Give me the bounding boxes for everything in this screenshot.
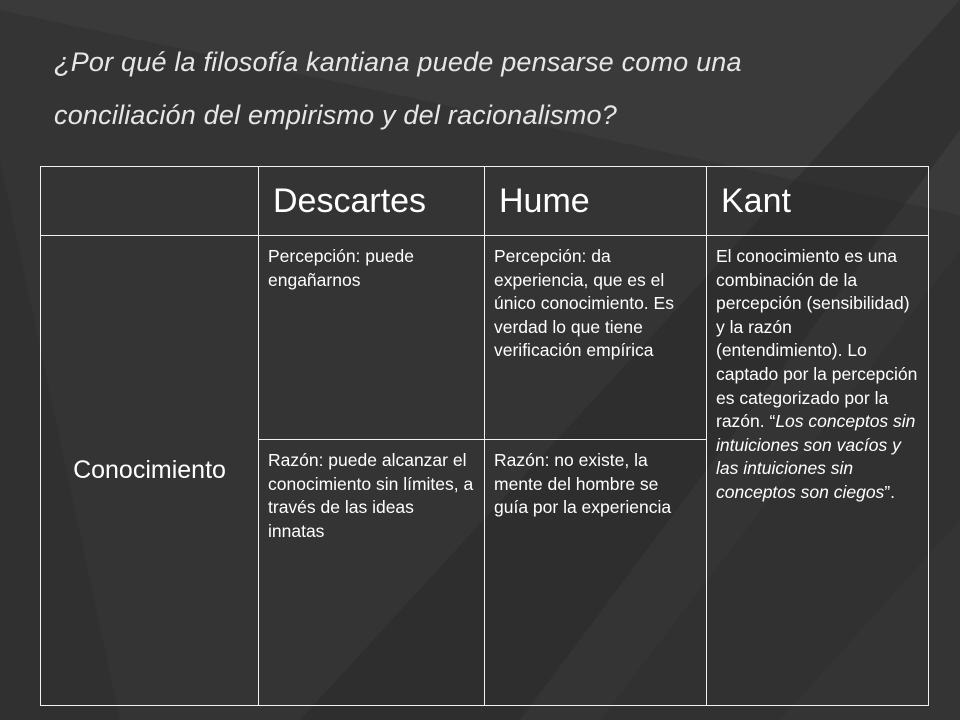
table-header-row: [41, 167, 929, 236]
cell-descartes-percepcion: Percepción: puede engañarnos: [259, 236, 485, 440]
cell-descartes-razon: Razón: puede alcanzar el conocimiento sin límites, a través de las ideas innatas: [259, 440, 485, 706]
title-line-2: conciliación del empirismo y del racionalismo?: [54, 100, 617, 130]
header-hume: Hume: [485, 167, 707, 236]
header-kant: Kant: [707, 167, 929, 236]
cell-kant-conocimiento: [707, 236, 929, 706]
cell-hume-percepcion: Percepción: da experiencia, que es el único conocimiento. Es verdad lo que tiene verificación empírica: [485, 236, 707, 440]
comparison-table: [40, 166, 929, 706]
row-label-conocimiento: Conocimiento: [41, 236, 259, 706]
kant-quote: Los conceptos sin intuiciones son vacíos y las intuiciones sin conceptos son ciegos: [716, 411, 916, 502]
header-descartes: Descartes: [259, 167, 485, 236]
header-empty-cell: [41, 167, 259, 236]
kant-end: ”.: [884, 481, 896, 502]
title-line-1: ¿Por qué la filosofía kantiana puede pensarse como una: [54, 47, 742, 77]
kant-text: El conocimiento es una combinación de la percepción (sensibilidad) y la razón (entendimiento). Lo captado por la percepción es categorizado por la razón. “: [716, 246, 918, 432]
cell-hume-razon: Razón: no existe, la mente del hombre se guía por la experiencia: [485, 440, 707, 706]
table-row-percepcion: [41, 236, 929, 440]
slide-title: [54, 36, 914, 142]
